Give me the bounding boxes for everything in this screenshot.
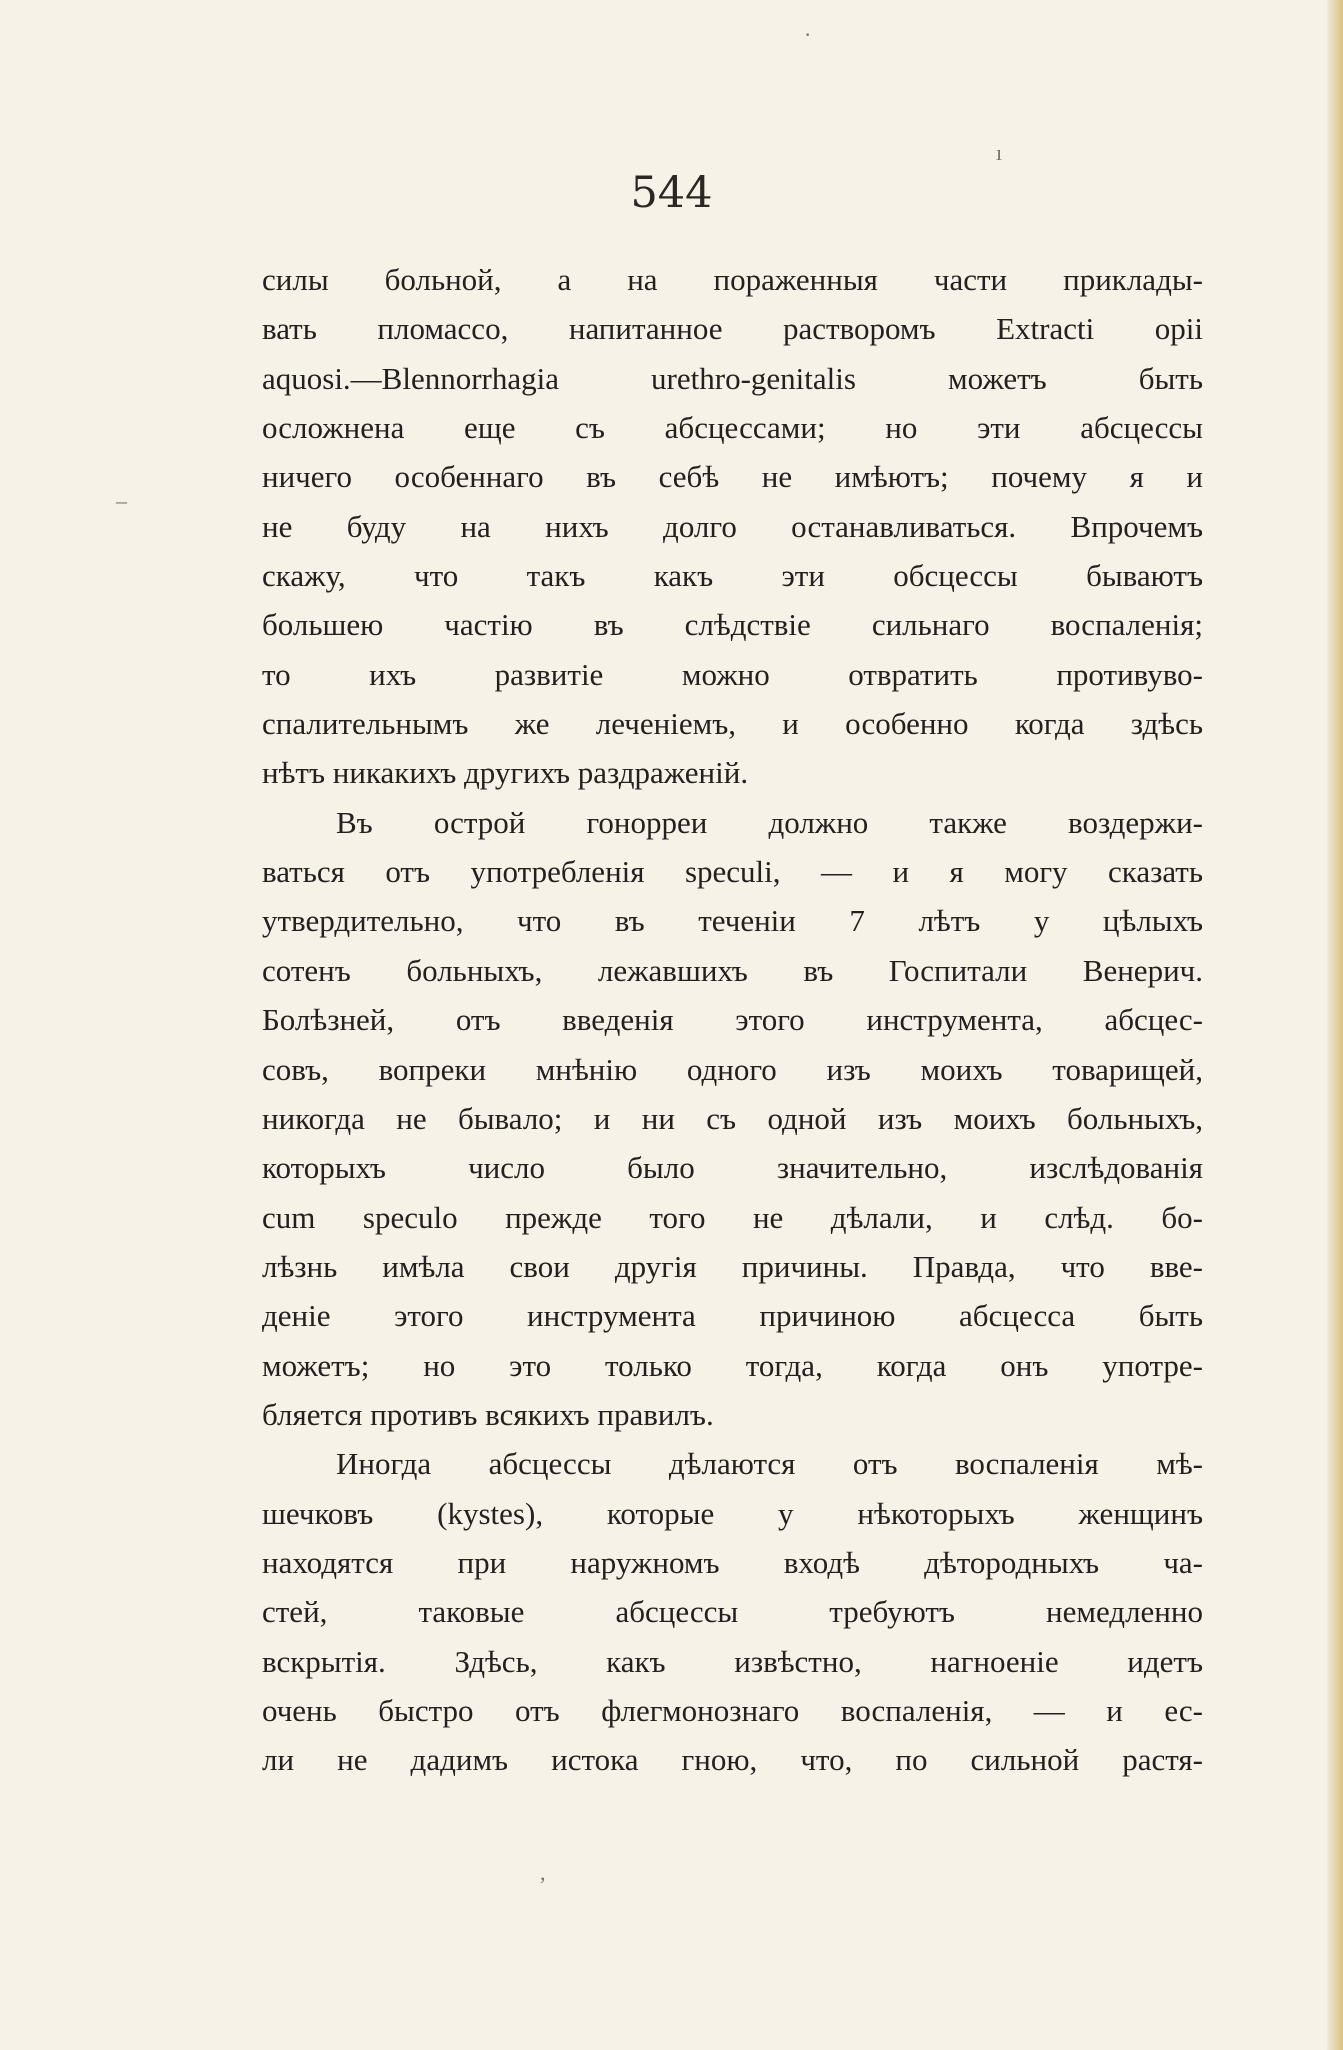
text-line: cum speculo прежде того не дѣлали, и слѣд. бо- bbox=[262, 1199, 1203, 1235]
text-line: вскрытія. Здѣсь, какъ извѣстно, нагноеніе идетъ bbox=[262, 1643, 1203, 1679]
text-line: нѣтъ никакихъ другихъ раздраженій. bbox=[262, 755, 749, 791]
text-line: aquosi.—Blennorrhagia urethro-genitalis можетъ быть bbox=[262, 360, 1203, 396]
text-line: не буду на нихъ долго останавливаться. Впрочемъ bbox=[262, 508, 1203, 544]
text-line: ваться отъ употребленія speculi, — и я могу сказать bbox=[262, 854, 1203, 890]
text-line: большею частію въ слѣдствіе сильнаго воспаленія; bbox=[262, 607, 1203, 643]
text-line: Иногда абсцессы дѣлаются отъ воспаленія мѣ- bbox=[336, 1446, 1203, 1482]
text-line: ли не дадимъ истока гною, что, по сильной растя- bbox=[262, 1742, 1203, 1778]
text-line: очень быстро отъ флегмонознаго воспаленія, — и ес- bbox=[262, 1692, 1203, 1728]
text-line: то ихъ развитіе можно отвратить противуво- bbox=[262, 656, 1203, 692]
text-line: можетъ; но это только тогда, когда онъ употре- bbox=[262, 1347, 1203, 1383]
text-line: совъ, вопреки мнѣнію одного изъ моихъ товарищей, bbox=[262, 1051, 1203, 1087]
speck-mark: , bbox=[540, 1860, 546, 1885]
text-line: никогда не бывало; и ни съ одной изъ моихъ больныхъ, bbox=[262, 1100, 1203, 1136]
text-line: спалительнымъ же леченіемъ, и особенно когда здѣсь bbox=[262, 706, 1203, 742]
text-line: лѣзнь имѣла свои другія причины. Правда, что вве- bbox=[262, 1248, 1203, 1284]
margin-dash-mark: ‒ bbox=[116, 488, 127, 513]
text-line: силы больной, а на пораженныя части приклады- bbox=[262, 262, 1203, 297]
page-edge bbox=[1327, 0, 1343, 2050]
text-line: утвердительно, что въ теченіи 7 лѣтъ у цѣлыхъ bbox=[262, 903, 1203, 939]
text-line: осложнена еще съ абсцессами; но эти абсцессы bbox=[262, 410, 1203, 446]
text-line: скажу, что такъ какъ эти обсцессы бываютъ bbox=[262, 558, 1203, 594]
text-line: стей, таковые абсцессы требуютъ немедленно bbox=[262, 1594, 1203, 1630]
text-line: находятся при наружномъ входѣ дѣтородныхъ ча- bbox=[262, 1544, 1203, 1580]
text-line: Въ острой гонорреи должно также воздержи- bbox=[336, 804, 1203, 840]
text-line: шечковъ (kystes), которые у нѣкоторыхъ женщинъ bbox=[262, 1495, 1203, 1531]
text-line: вать пломассо, напитанное растворомъ Extracti opii bbox=[262, 311, 1203, 347]
speck-mark: · bbox=[804, 22, 812, 47]
text-line: которыхъ число было значительно, изслѣдованія bbox=[262, 1150, 1203, 1186]
text-line: ничего особеннаго въ себѣ не имѣютъ; почему я и bbox=[262, 459, 1203, 495]
body-text bbox=[262, 255, 1203, 1785]
text-line: деніе этого инструмента причиною абсцесса быть bbox=[262, 1298, 1203, 1334]
text-line: бляется противъ всякихъ правилъ. bbox=[262, 1396, 714, 1432]
text-line: сотенъ больныхъ, лежавшихъ въ Госпитали Венерич. bbox=[262, 952, 1203, 988]
speck-mark: ı bbox=[996, 140, 1003, 165]
page-number: 544 bbox=[630, 168, 713, 218]
text-line: Болѣзней, отъ введенія этого инструмента, абсцес- bbox=[262, 1002, 1203, 1038]
